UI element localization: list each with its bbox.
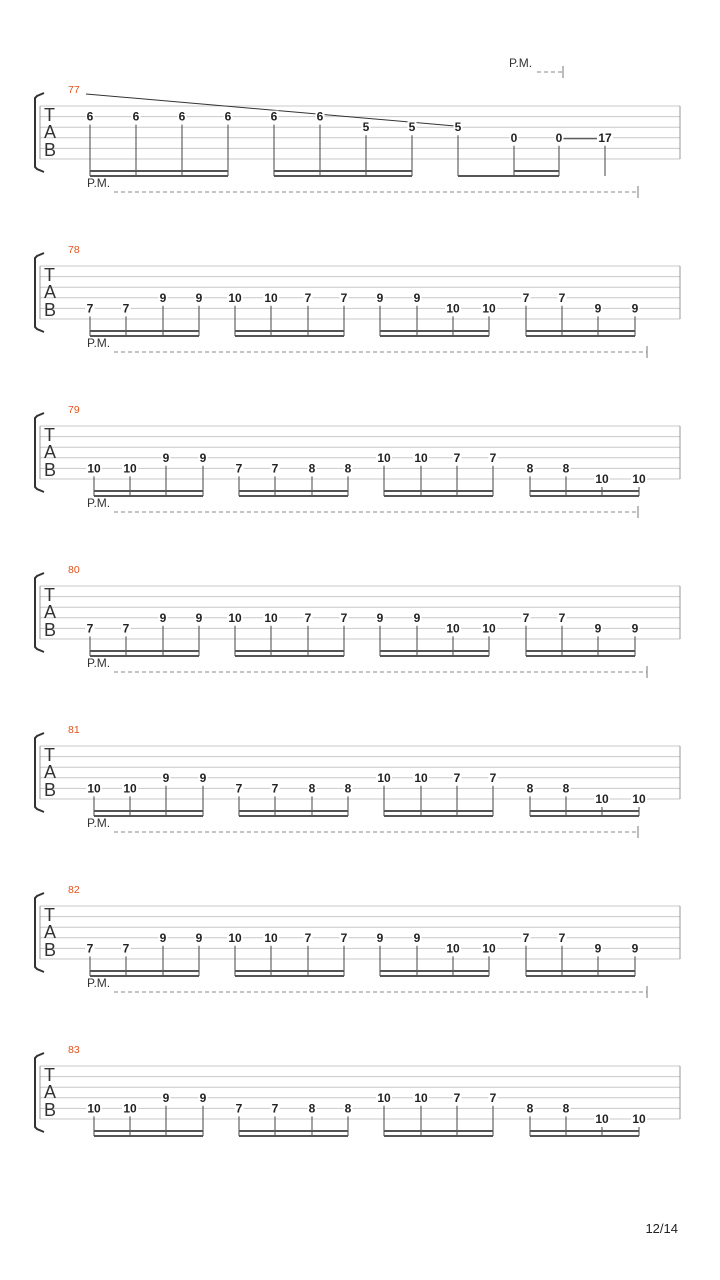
fret-number: 10 bbox=[595, 792, 609, 806]
fret-number: 9 bbox=[594, 941, 602, 956]
fret-number: 8 bbox=[562, 1101, 570, 1116]
fret-number: 10 bbox=[123, 1101, 137, 1116]
fret-number: 7 bbox=[522, 610, 530, 625]
fret-number: 10 bbox=[123, 461, 137, 476]
fret-number: 8 bbox=[562, 461, 570, 476]
tab-clef-t: T bbox=[44, 265, 55, 285]
fret-number: 7 bbox=[558, 930, 566, 945]
fret-number: 7 bbox=[235, 461, 243, 476]
palm-mute-label: P.M. bbox=[87, 176, 111, 190]
fret-number: 9 bbox=[195, 930, 203, 945]
fret-number: 9 bbox=[199, 1090, 207, 1105]
fret-number: 8 bbox=[308, 1101, 316, 1116]
fret-number: 6 bbox=[132, 109, 140, 124]
fret-number: 9 bbox=[594, 301, 602, 316]
tab-clef-b: B bbox=[44, 620, 57, 640]
fret-number: 10 bbox=[264, 930, 278, 945]
fret-number: 10 bbox=[87, 461, 101, 476]
fret-number: 10 bbox=[446, 621, 460, 636]
fret-number: 0 bbox=[510, 130, 518, 145]
fret-number: 9 bbox=[199, 770, 207, 785]
fret-number: 8 bbox=[344, 461, 352, 476]
tab-clef-t: T bbox=[44, 585, 55, 605]
fret-number: 10 bbox=[482, 621, 496, 636]
fret-number: 9 bbox=[199, 450, 207, 465]
fret-number: 9 bbox=[631, 301, 639, 316]
fret-number: 7 bbox=[522, 930, 530, 945]
fret-number: 7 bbox=[340, 930, 348, 945]
fret-number: 8 bbox=[308, 461, 316, 476]
fret-number: 10 bbox=[482, 941, 496, 956]
palm-mute-label: P.M. bbox=[87, 496, 111, 510]
fret-number: 10 bbox=[414, 450, 428, 465]
measure-number: 82 bbox=[68, 884, 80, 896]
fret-number: 10 bbox=[87, 1101, 101, 1116]
fret-number: 7 bbox=[86, 941, 94, 956]
fret-number: 7 bbox=[489, 1090, 497, 1105]
fret-number: 5 bbox=[362, 120, 370, 135]
fret-number: 10 bbox=[377, 1090, 391, 1105]
palm-mute-label: P.M. bbox=[87, 976, 111, 990]
fret-number: 7 bbox=[340, 290, 348, 305]
fret-number: 9 bbox=[376, 290, 384, 305]
fret-number: 9 bbox=[631, 941, 639, 956]
fret-number: 9 bbox=[413, 290, 421, 305]
fret-number: 6 bbox=[86, 109, 94, 124]
tab-clef-t: T bbox=[44, 745, 55, 765]
fret-number: 7 bbox=[235, 781, 243, 796]
fret-number: 5 bbox=[454, 120, 462, 135]
page-number: 12/14 bbox=[645, 1221, 678, 1236]
fret-number: 9 bbox=[376, 930, 384, 945]
tab-clef-a: A bbox=[44, 122, 57, 142]
fret-number: 5 bbox=[408, 120, 416, 135]
fret-number: 9 bbox=[594, 621, 602, 636]
measure-number: 81 bbox=[68, 724, 80, 736]
fret-number: 7 bbox=[453, 1090, 461, 1105]
fret-number: 10 bbox=[482, 301, 496, 316]
fret-number: 10 bbox=[264, 610, 278, 625]
fret-number: 10 bbox=[632, 1112, 646, 1126]
fret-number: 7 bbox=[122, 941, 130, 956]
fret-number: 6 bbox=[270, 109, 278, 124]
fret-number: 10 bbox=[446, 941, 460, 956]
fret-number: 7 bbox=[271, 1101, 279, 1116]
palm-mute-label: P.M. bbox=[87, 336, 111, 350]
fret-number: 9 bbox=[413, 610, 421, 625]
tab-clef-a: A bbox=[44, 762, 57, 782]
fret-number: 9 bbox=[195, 290, 203, 305]
fret-number: 9 bbox=[159, 930, 167, 945]
tab-clef-a: A bbox=[44, 602, 57, 622]
fret-number: 8 bbox=[308, 781, 316, 796]
fret-number: 8 bbox=[526, 461, 534, 476]
fret-number: 7 bbox=[522, 290, 530, 305]
fret-number: 17 bbox=[598, 130, 612, 145]
fret-number: 7 bbox=[235, 1101, 243, 1116]
fret-number: 7 bbox=[304, 930, 312, 945]
fret-number: 7 bbox=[86, 301, 94, 316]
fret-number: 10 bbox=[87, 781, 101, 796]
fret-number: 6 bbox=[178, 109, 186, 124]
fret-number: 7 bbox=[271, 461, 279, 476]
fret-number: 8 bbox=[344, 1101, 352, 1116]
tab-clef-b: B bbox=[44, 940, 57, 960]
tab-clef-t: T bbox=[44, 1065, 55, 1085]
fret-number: 8 bbox=[526, 1101, 534, 1116]
fret-number: 7 bbox=[558, 610, 566, 625]
fret-number: 10 bbox=[414, 770, 428, 785]
fret-number: 8 bbox=[562, 781, 570, 796]
fret-number: 9 bbox=[162, 770, 170, 785]
fret-number: 7 bbox=[304, 610, 312, 625]
fret-number: 0 bbox=[555, 130, 563, 145]
tab-clef-a: A bbox=[44, 442, 57, 462]
measure-number: 78 bbox=[68, 244, 80, 256]
fret-number: 10 bbox=[123, 781, 137, 796]
tab-clef-a: A bbox=[44, 1082, 57, 1102]
fret-number: 9 bbox=[162, 450, 170, 465]
tab-clef-b: B bbox=[44, 1100, 57, 1120]
fret-number: 9 bbox=[195, 610, 203, 625]
fret-number: 10 bbox=[632, 792, 646, 806]
fret-number: 10 bbox=[228, 930, 242, 945]
fret-number: 9 bbox=[162, 1090, 170, 1105]
fret-number: 6 bbox=[316, 109, 324, 124]
tab-clef-t: T bbox=[44, 425, 55, 445]
fret-number: 6 bbox=[224, 109, 232, 124]
fret-number: 10 bbox=[595, 1112, 609, 1126]
tab-clef-b: B bbox=[44, 300, 57, 320]
tab-clef-a: A bbox=[44, 282, 57, 302]
fret-number: 7 bbox=[122, 301, 130, 316]
fret-number: 7 bbox=[304, 290, 312, 305]
fret-number: 10 bbox=[446, 301, 460, 316]
fret-number: 7 bbox=[86, 621, 94, 636]
fret-number: 10 bbox=[414, 1090, 428, 1105]
fret-number: 7 bbox=[453, 770, 461, 785]
palm-mute-label: P.M. bbox=[87, 816, 111, 830]
fret-number: 8 bbox=[526, 781, 534, 796]
measure-number: 80 bbox=[68, 564, 80, 576]
fret-number: 10 bbox=[377, 450, 391, 465]
fret-number: 10 bbox=[595, 472, 609, 486]
palm-mute-label: P.M. bbox=[87, 656, 111, 670]
fret-number: 9 bbox=[159, 610, 167, 625]
fret-number: 9 bbox=[159, 290, 167, 305]
fret-number: 8 bbox=[344, 781, 352, 796]
tab-clef-t: T bbox=[44, 105, 55, 125]
fret-number: 7 bbox=[489, 770, 497, 785]
fret-number: 10 bbox=[228, 610, 242, 625]
fret-number: 10 bbox=[377, 770, 391, 785]
measure-number: 79 bbox=[68, 404, 80, 416]
fret-number: 9 bbox=[413, 930, 421, 945]
tab-clef-b: B bbox=[44, 460, 57, 480]
fret-number: 7 bbox=[340, 610, 348, 625]
fret-number: 9 bbox=[376, 610, 384, 625]
fret-number: 7 bbox=[122, 621, 130, 636]
fret-number: 7 bbox=[489, 450, 497, 465]
fret-number: 10 bbox=[264, 290, 278, 305]
fret-number: 10 bbox=[632, 472, 646, 486]
fret-number: 7 bbox=[558, 290, 566, 305]
tab-clef-b: B bbox=[44, 140, 57, 160]
tab-clef-b: B bbox=[44, 780, 57, 800]
fret-number: 9 bbox=[631, 621, 639, 636]
measure-number: 83 bbox=[68, 1044, 80, 1056]
measure-number: 77 bbox=[68, 84, 80, 96]
tab-clef-t: T bbox=[44, 905, 55, 925]
palm-mute-label: P.M. bbox=[509, 56, 533, 70]
fret-number: 7 bbox=[453, 450, 461, 465]
fret-number: 7 bbox=[271, 781, 279, 796]
fret-number: 10 bbox=[228, 290, 242, 305]
tab-clef-a: A bbox=[44, 922, 57, 942]
